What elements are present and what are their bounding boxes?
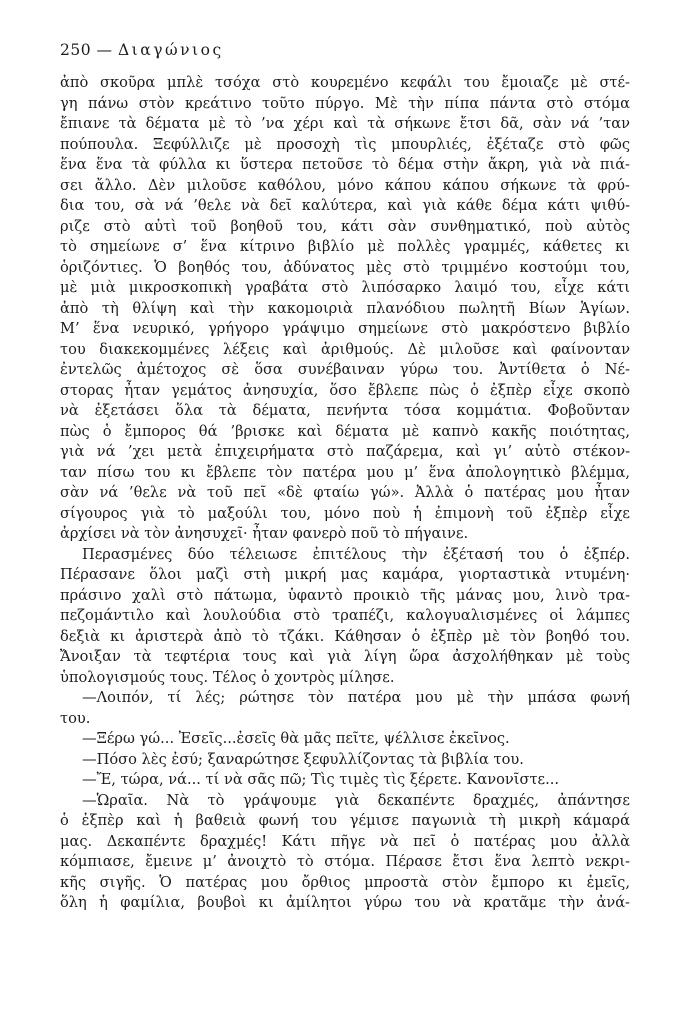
- text-line: δια του, σὰ νά ’θελε νὰ δεῖ καλύτερα, καὶ γιὰ κάθε δέμα κάτι ψιθύ-: [60, 197, 630, 214]
- text-line: σὰν νά ’θελε νὰ τοῦ πεῖ «δὲ φταίω γώ». Ἀλλὰ ὁ πατέρας μου ἦταν: [60, 484, 630, 501]
- text-line: πεζομάντιλο καὶ λουλούδια στὸ τραπέζι, καλογυαλισμένες οἱ λάμπες: [60, 607, 630, 624]
- text-line: ἔπιανε τὰ δέματα μὲ τὸ ’να χέρι καὶ τὰ σήκωνε ἔτσι δᾶ, σὰν νά ’ταν: [60, 115, 630, 132]
- text-line: σίγουρος γιὰ τὸ μαξούλι του, μόνο ποὺ ἡ ἐπιμονὴ τοῦ ἐξπὲρ εἶχε: [60, 504, 630, 522]
- text-line: μὲ μιὰ μικροσκοπικὴ γραβάτα στὸ λιπόσαρκο λαιμό του, εἶχε κάτι: [60, 279, 630, 296]
- page-number: 250: [60, 41, 92, 59]
- book-title: Διαγώνιος: [117, 41, 224, 59]
- text-line: σει ἄλλο. Δὲν μιλοῦσε καθόλου, μόνο κάπου κάπου σήκωνε τὰ φρύ-: [60, 176, 630, 194]
- text-line: ἀπὸ τὴ θλίψη καὶ τὴν κακομοιριὰ πλανόδιου πωλητῆ Βίων Ἁγίων.: [60, 299, 630, 317]
- text-line: ἀρχίσει νὰ τὸν ἀνησυχεῖ· ἦταν φανερὸ ποῦ τὸ πήγαινε.: [60, 525, 469, 542]
- text-line: τὸ σημείωνε σ’ ἕνα κίτρινο βιβλίο μὲ πολλὲς γραμμές, κάθετες κι: [60, 238, 630, 255]
- text-line: πράσινο χαλὶ στὸ πάτωμα, ὑφαντὸ προικιὸ τῆς μάνας μου, λινὸ τρα-: [60, 586, 630, 604]
- text-line: ἐντελῶς ἀμέτοχος σὲ ὅσα συνέβαιναν γύρω του. Ἀντίθετα ὁ Νέ-: [60, 361, 630, 378]
- text-line: Πέρασανε ὅλοι μαζὶ στὴ μικρή μας καμάρα, γιορταστικὰ ντυμένη·: [60, 566, 630, 583]
- text-line: —Λοιπόν, τί λές; ρώτησε τὸν πατέρα μου μὲ τὴν μπάσα φωνή: [82, 689, 630, 706]
- text-line: ριζε στὸ αὐτὶ τοῦ βοηθοῦ του, κάτι σὰν συνθηματικό, ποὺ αὐτὸς: [60, 217, 630, 235]
- text-line: στορας ἦταν γεμάτος ἀνησυχία, ὅσο ἔβλεπε πὼς ὁ ἐξπὲρ εἶχε σκοπὸ: [60, 381, 630, 399]
- text-line: Περασμένες δύο τέλειωσε ἐπιτέλους τὴν ἐξέτασή του ὁ ἐξπέρ.: [82, 545, 630, 563]
- text-line: —Ἔ, τώρα, νά... τί νὰ σᾶς πῶ; Τὶς τιμὲς τὶς ξέρετε. Κανονῖστε...: [82, 771, 560, 788]
- text-line: —Ὡραῖα. Νὰ τὸ γράψουμε γιὰ δεκαπέντε δραχμές, ἀπάντησε: [82, 791, 630, 809]
- header-separator: —: [96, 41, 113, 59]
- text-line: κόμπιασε, ἔμεινε μ’ ἀνοιχτὸ τὸ στόμα. Πέρασε ἔτσι ἕνα λεπτὸ νεκρι-: [60, 853, 630, 870]
- text-line: ὁριζόντιες. Ὁ βοηθός του, ἀδύνατος μὲς στὸ τριμμένο κοστούμι του,: [60, 258, 630, 276]
- text-line: ἕνα ἕνα τὰ φύλλα κι ὕστερα πετοῦσε τὸ δέμα στὴν ἄκρη, γιὰ νὰ πιά-: [60, 156, 630, 173]
- text-line: Μ’ ἕνα νευρικό, γρήγορο γράψιμο σημείωνε στὸ μακρόστενο βιβλίο: [60, 320, 630, 337]
- text-line: ἀπὸ σκοῦρα μπλὲ τσόχα στὸ κουρεμένο κεφάλι του ἔμοιαζε μὲ στέ-: [60, 74, 630, 91]
- text-line: —Πόσο λὲς ἐσύ; ξαναρώτησε ξεφυλλίζοντας τὰ βιβλία του.: [82, 750, 524, 768]
- text-line: κῆς σιγῆς. Ὁ πατέρας μου ὄρθιος μπροστὰ στὸν ἔμπορο κι ἐμεῖς,: [60, 873, 630, 891]
- text-line: δεξιὰ κι ἀριστερὰ ἀπὸ τὸ τζάκι. Κάθησαν ὁ ἐξπὲρ μὲ τὸν βοηθό του.: [60, 627, 630, 645]
- text-line: του.: [60, 709, 91, 727]
- text-line: —Ξέρω γώ... Ἐσεῖς...ἐσεῖς θὰ μᾶς πεῖτε, ψέλλισε ἐκεῖνος.: [82, 730, 510, 747]
- text-line: γιὰ νά ’χει μετὰ ἐπιχειρήματα στὸ παζάρεμα, καὶ γι’ αὐτὸ στέκον-: [60, 443, 630, 460]
- text-line: ὁ ἐξπὲρ καὶ ἡ βαθειὰ φωνή του γέμισε παγωνιὰ τὴ μικρὴ κάμαρά: [60, 812, 630, 829]
- text-line: ταν πίσω του κι ἔβλεπε τὸν πατέρα μου μ’ ἕνα ἀπολογητικὸ βλέμμα,: [60, 463, 630, 481]
- text-line: ὅλη ἡ φαμίλια, βουβοὶ κι ἀμίλητοι γύρω του νὰ κρατᾶμε τὴν ἀνά-: [60, 894, 630, 911]
- text-line: ὑπολογισμούς τους. Τέλος ὁ χοντρὸς μίλησε.: [60, 668, 395, 686]
- text-line: γη πάνω στὸν κρεάτινο τοῦτο πύργο. Μὲ τὴν πίπα πάντα στὸ στόμα: [60, 94, 630, 112]
- running-header: [60, 41, 224, 59]
- body-text: [60, 73, 630, 914]
- text-line: μας. Δεκαπέντε δραχμές! Κάτι πῆγε νὰ πεῖ ὁ πατέρας μου ἀλλὰ: [60, 832, 630, 850]
- text-line: του διακεκομμένες λέξεις καὶ ἀριθμούς. Δὲ μιλοῦσε καὶ φαίνονταν: [60, 340, 630, 358]
- text-line: πὼς ὁ ἔμπορος θά ’βρισκε καὶ δέματα μὲ καπνὸ κακῆς ποιότητας,: [60, 422, 630, 440]
- text-line: Ἄνοιξαν τὰ τεφτέρια τους καὶ γιὰ λίγη ὥρα ἀσχολήθηκαν μὲ τοὺς: [60, 648, 630, 665]
- text-line: πούπουλα. Ξεφύλλιζε μὲ προσοχὴ τὶς μπουρλιές, ἐξέταζε στὸ φῶς: [60, 135, 630, 153]
- text-line: νὰ ἐξετάσει ὅλα τὰ δέματα, πενήντα τόσα κομμάτια. Φοβοῦνταν: [60, 402, 630, 419]
